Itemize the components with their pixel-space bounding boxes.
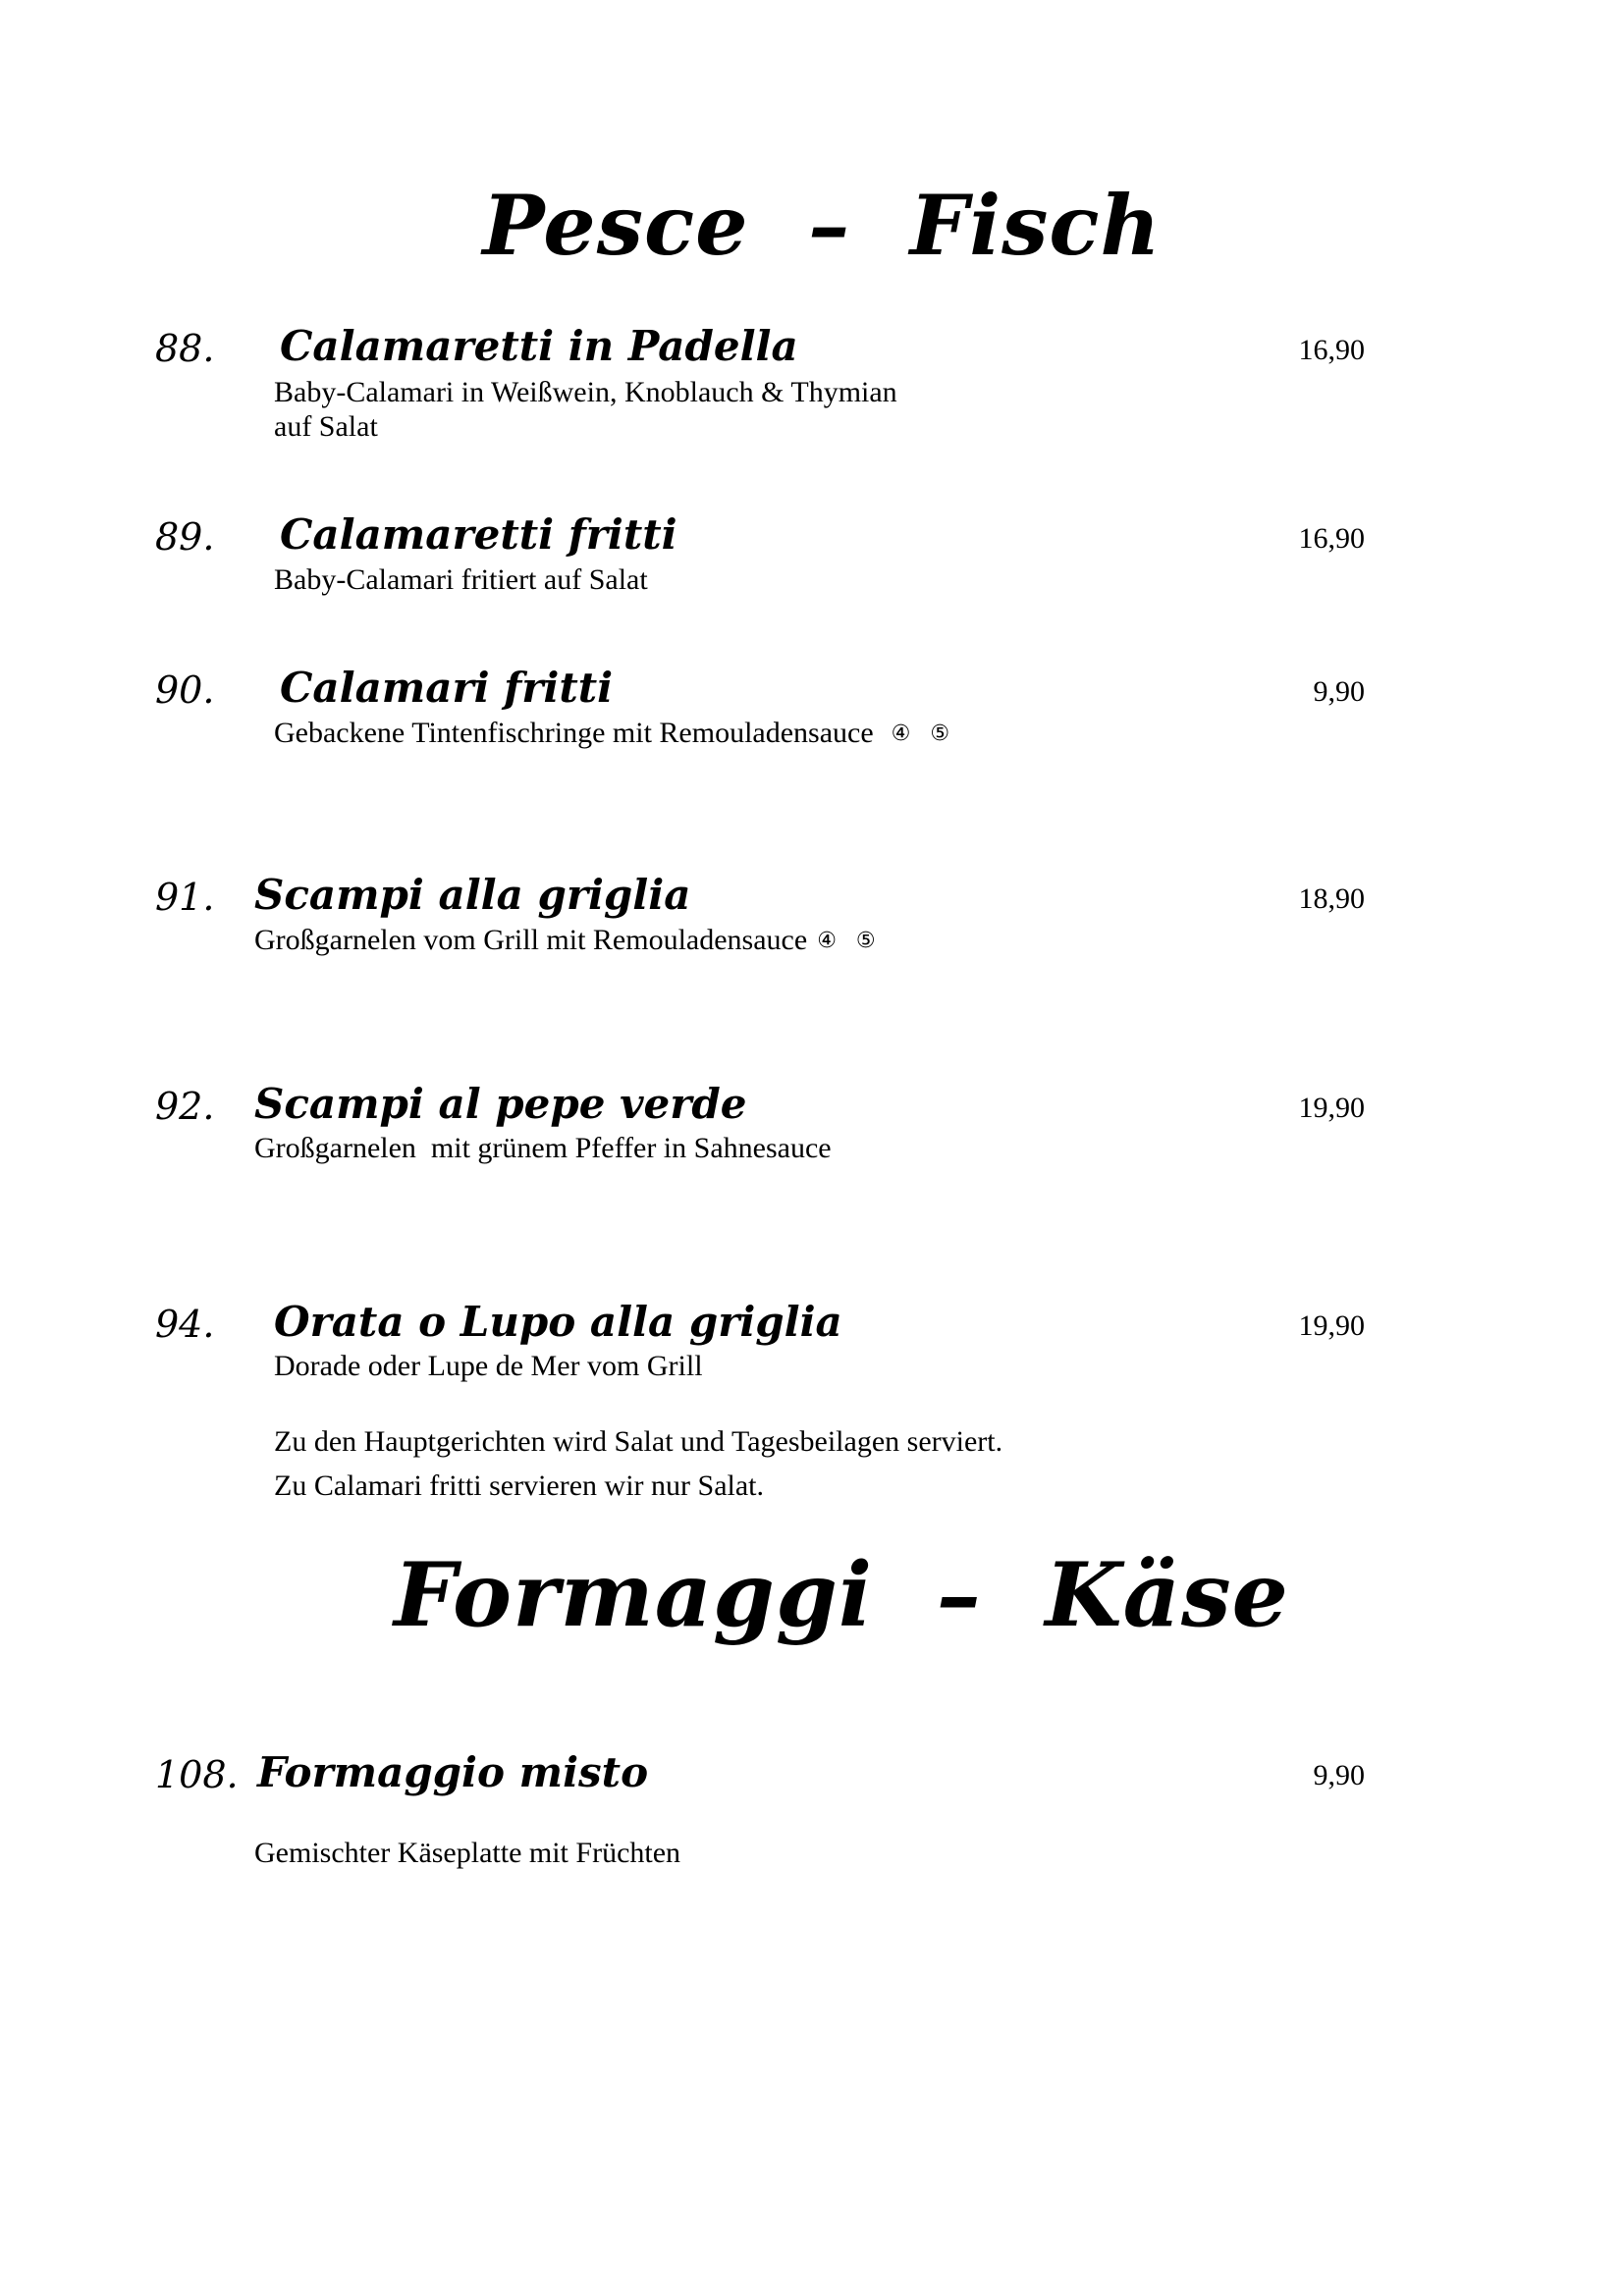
item-price: 9,90: [1313, 675, 1365, 708]
serving-note: Zu den Hauptgerichten wird Salat und Tagesbeilagen serviert.: [274, 1425, 1003, 1458]
item-price: 16,90: [1298, 334, 1365, 366]
item-price: 16,90: [1298, 522, 1365, 555]
item-description-text: Gebackene Tintenfischringe mit Remouladensauce: [274, 717, 874, 749]
item-name: Orata o Lupo alla griglia: [274, 1298, 842, 1346]
item-description-line: Gemischter Käseplatte mit Früchten: [254, 1837, 681, 1869]
item-name: Scampi alla griglia: [254, 871, 691, 919]
section-title-pesce: Pesce – Fisch: [482, 177, 1162, 274]
item-name: Formaggio misto: [257, 1748, 649, 1796]
item-number: 92.: [155, 1085, 215, 1128]
item-name: Scampi al pepe verde: [254, 1080, 747, 1128]
item-description-line: Großgarnelen mit grünem Pfeffer in Sahnesauce: [254, 1132, 832, 1164]
item-name: Calamari fritti: [280, 664, 614, 712]
item-description-line: auf Salat: [274, 410, 378, 443]
item-price: 18,90: [1298, 882, 1365, 915]
item-price: 19,90: [1298, 1092, 1365, 1124]
allergen-mark: ④: [891, 721, 911, 746]
item-name: Calamaretti fritti: [280, 510, 677, 559]
item-number: 89.: [155, 515, 215, 559]
item-description-line: Dorade oder Lupe de Mer vom Grill: [274, 1350, 703, 1382]
serving-note: Zu Calamari fritti servieren wir nur Salat.: [274, 1469, 764, 1502]
item-number: 108.: [155, 1753, 239, 1796]
item-number: 91.: [155, 876, 215, 919]
allergen-mark: ⑤: [930, 721, 950, 746]
item-description-line: [274, 716, 949, 753]
item-number: 94.: [155, 1303, 215, 1346]
item-description-line: Baby-Calamari fritiert auf Salat: [274, 563, 648, 596]
item-description-line: Baby-Calamari in Weißwein, Knoblauch & Thymian: [274, 376, 897, 408]
section-title-formaggi: Formaggi – Käse: [394, 1543, 1289, 1647]
item-price: 19,90: [1298, 1309, 1365, 1342]
item-name: Calamaretti in Padella: [280, 322, 798, 370]
item-number: 88.: [155, 327, 215, 370]
item-price: 9,90: [1313, 1759, 1365, 1791]
allergen-mark: ⑤: [855, 929, 876, 953]
item-description-line: [254, 923, 876, 960]
item-number: 90.: [155, 668, 215, 712]
item-description-text: Großgarnelen vom Grill mit Remouladensauce: [254, 924, 808, 956]
allergen-mark: ④: [817, 929, 837, 953]
